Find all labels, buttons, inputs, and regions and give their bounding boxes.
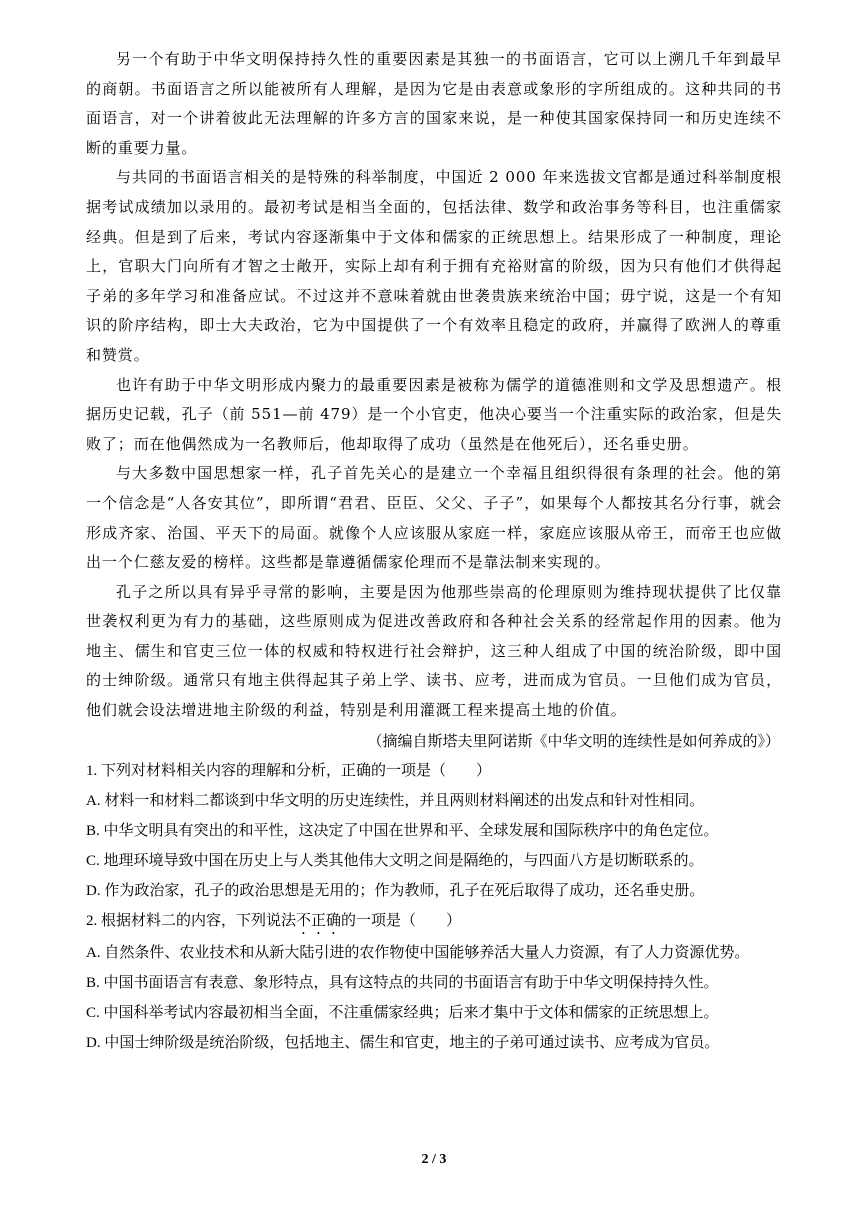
passage-paragraph-4: 与大多数中国思想家一样，孔子首先关心的是建立一个幸福且组织得很有条理的社会。他的第一个信念是“人各安其位”，即所谓“君君、臣臣、父父、子子”，如果每个人都按其名分行事，就会形成齐家、治国、平天下的局面。就像个人应该服从家庭一样，家庭应该服从帝王，而帝王也应做出一个仁慈友爱的榜样。这些都是靠遵循儒家伦理而不是靠法制来实现的。 bbox=[86, 464, 782, 572]
question-1-option-b: B. 中华文明具有突出的和平性，这决定了中国在世界和平、全球发展和国际秩序中的角色定位。 bbox=[86, 822, 719, 839]
passage-paragraph-1: 另一个有助于中华文明保持持久性的重要因素是其独一的书面语言，它可以上溯几千年到最早的商朝。书面语言之所以能被所有人理解，是因为它是由表意或象形的字所组成的。这种共同的书面语言，对一个讲着彼此无法理解的许多方言的国家来说，是一种使其国家保持同一和历史连续不断的重要力量。 bbox=[86, 50, 782, 157]
question-2-option-c: C. 中国科举考试内容最初相当全面，不注重儒家经典；后来才集中于文体和儒家的正统思想上。 bbox=[86, 1004, 719, 1021]
question-2-stem bbox=[86, 906, 782, 938]
passage-paragraph-5: 孔子之所以具有异乎寻常的影响，主要是因为他那些崇高的伦理原则为维持现状提供了比仅靠世袭权利更为有力的基础，这些原则成为促进改善政府和各种社会关系的经常起作用的因素。他为地主、儒生和官吏三位一体的权威和特权进行社会辩护，这三种人组成了中国的统治阶级，即中国的士绅阶级。通常只有地主供得起其子弟上学、读书、应考，进而成为官员。一旦他们成为官员，他们就会设法增进地主阶级的利益，特别是利用灌溉工程来提高土地的价值。 bbox=[86, 582, 782, 720]
question-2-option-b: B. 中国书面语言有表意、象形特点，具有这特点的共同的书面语言有助于中华文明保持持久性。 bbox=[86, 974, 719, 991]
question-1-option-c: C. 地理环境导致中国在历史上与人类其他伟大文明之间是隔绝的，与四面八方是切断联系的。 bbox=[86, 852, 704, 869]
question-2-stem-emphasis: 不正确 bbox=[296, 912, 342, 929]
document-page bbox=[86, 45, 782, 1058]
page-number: 2 / 3 bbox=[421, 1152, 447, 1167]
question-2-stem-after: 的一项是（ ） bbox=[341, 912, 462, 929]
question-2-stem-before: 2. 根据材料二的内容，下列说法 bbox=[86, 912, 297, 929]
passage-paragraph-2: 与共同的书面语言相关的是特殊的科举制度，中国近 2 000 年来选拔文官都是通过科举制度根据考试成绩加以录用的。最初考试是相当全面的，包括法律、数学和政治事务等科目，也注重儒家经典。但是到了后来，考试内容逐渐集中于文体和儒家的正统思想上。结果形成了一种制度，理论上，官职大门向所有才智之士敞开，实际上却有利于拥有充裕财富的阶级，因为只有他们才供得起子弟的多年学习和准备应试。不过这并不意味着就由世袭贵族来统治中国；毋宁说，这是一个有知识的阶序结构，即士大夫政治，它为中国提供了一个有效率且稳定的政府，并赢得了欧洲人的尊重和赞赏。 bbox=[86, 168, 782, 364]
question-1 bbox=[86, 756, 782, 906]
passage-source: （摘编自斯塔夫里阿诺斯《中华文明的连续性是如何养成的》） bbox=[367, 731, 780, 750]
question-1-option-d: D. 作为政治家，孔子的政治思想是无用的；作为教师，孔子在死后取得了成功，还名垂史册。 bbox=[86, 882, 705, 899]
passage-paragraph-3: 也许有助于中华文明形成内聚力的最重要因素是被称为儒学的道德准则和文学及思想遗产。根据历史记载，孔子（前 551—前 479）是一个小官吏，他决心要当一个注重实际的政治家，但是失败了；而在他偶然成为一名教师后，他却取得了成功（虽然是在他死后），还名垂史册。 bbox=[86, 375, 782, 453]
question-1-stem: 1. 下列对材料相关内容的理解和分析，正确的一项是（ ） bbox=[86, 762, 492, 779]
question-2 bbox=[86, 906, 782, 1058]
reading-passage bbox=[86, 45, 782, 756]
question-2-option-a: A. 自然条件、农业技术和从新大陆引进的农作物使中国能够养活大量人力资源，有了人力资源优势。 bbox=[86, 944, 750, 961]
question-1-option-a: A. 材料一和材料二都谈到中华文明的历史连续性，并且两则材料阐述的出发点和针对性相同。 bbox=[86, 792, 705, 809]
question-2-option-d: D. 中国士绅阶级是统治阶级，包括地主、儒生和官吏，地主的子弟可通过读书、应考成为官员。 bbox=[86, 1034, 720, 1051]
